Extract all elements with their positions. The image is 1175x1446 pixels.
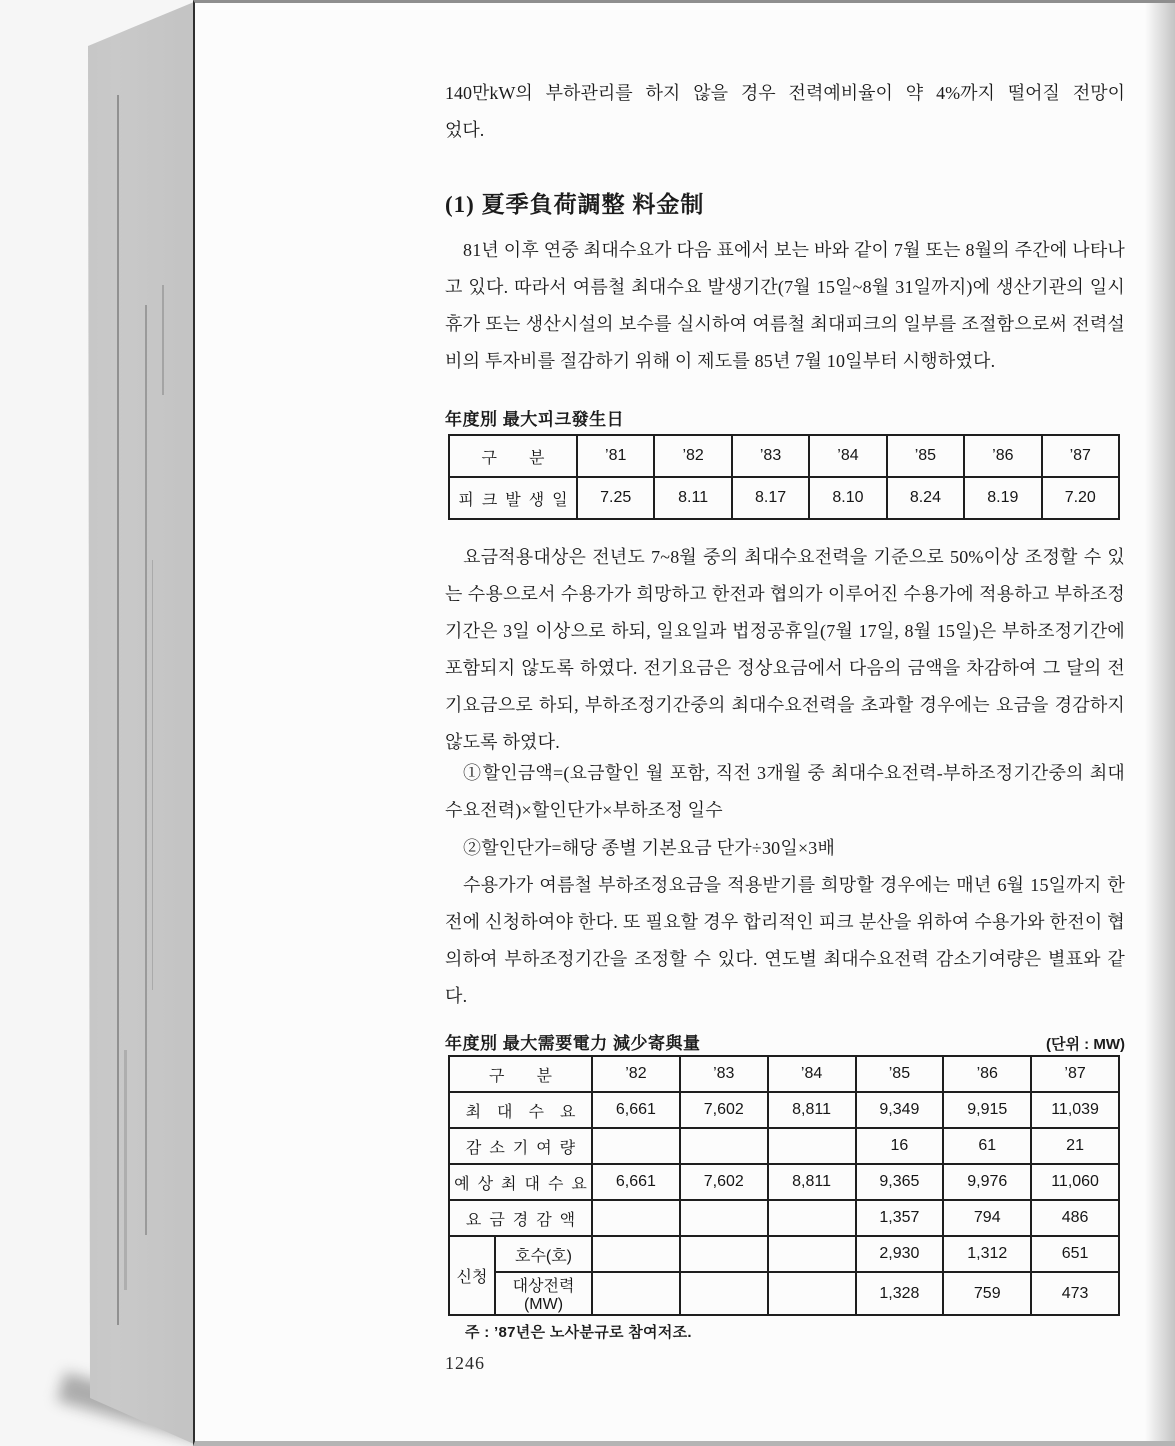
value-cell: 21 <box>1031 1128 1119 1164</box>
peak-date-table <box>448 434 1120 520</box>
value-cell: 8.11 <box>654 477 731 519</box>
value-cell: 1,328 <box>856 1272 944 1315</box>
year-header-cell: ’82 <box>592 1056 680 1092</box>
value-cell: 9,976 <box>943 1164 1031 1200</box>
value-cell: 1,357 <box>856 1200 944 1236</box>
table2-footnote: 주 : ’87년은 노사분규로 참여저조. <box>465 1324 692 1341</box>
value-cell: 8.10 <box>809 477 886 519</box>
header-label-cell: 구 분 <box>449 435 577 477</box>
year-header-cell: ’87 <box>1031 1056 1119 1092</box>
table-row-fee-reduction <box>449 1200 1119 1236</box>
paragraph-tariff: 요금적용대상은 전년도 7~8월 중의 최대수요전력을 기준으로 50%이상 조정할 수 있는 수용으로서 수용가가 희망하고 한전과 협의가 이루어진 수용가에 적용하고 부하조정기간은 3일 이상으로 하되, 일요일과 법정공휴일(7월 17일, 8월 15일)은 부하조정기간에 포함되지 않도록 하였다. 전기요금은 정상요금에서 다음의 금액을 차감하여 그 달의 전기요금으로 하되, 부하조정기간중의 최대수요전력을 초과할 경우에는 요금을 경감하지 않도록 하였다. <box>445 547 1125 752</box>
page-edge-streak <box>162 285 164 395</box>
row-label-cell: 호수(호) <box>495 1236 592 1272</box>
value-cell: 6,661 <box>592 1092 680 1128</box>
page-number: 1246 <box>445 1353 485 1373</box>
book-page-edge <box>0 0 210 1446</box>
row-label-cell: 요 금 경 감 액 <box>449 1200 592 1236</box>
value-cell <box>680 1200 768 1236</box>
table2-unit: (단위 : MW) <box>1046 1036 1125 1053</box>
table-header-row <box>449 435 1119 477</box>
demand-reduction-table <box>448 1055 1120 1316</box>
value-cell: 6,661 <box>592 1164 680 1200</box>
value-cell: 7,602 <box>680 1164 768 1200</box>
table2-caption <box>445 1029 1125 1054</box>
year-header-cell: ’87 <box>1042 435 1119 477</box>
value-cell: 8.17 <box>732 477 809 519</box>
value-cell: 11,060 <box>1031 1164 1119 1200</box>
year-header-cell: ’85 <box>887 435 964 477</box>
item-discount-unit: ②할인단가=해당 종별 기본요금 단가÷30일×3배 <box>463 838 836 858</box>
value-cell: 11,039 <box>1031 1092 1119 1128</box>
table2-wrap <box>445 1055 1125 1316</box>
value-cell: 9,365 <box>856 1164 944 1200</box>
value-cell <box>768 1272 856 1315</box>
group-label-cell: 신청 <box>449 1236 495 1315</box>
value-cell <box>680 1128 768 1164</box>
table-header-row <box>449 1056 1119 1092</box>
table-row-reduction <box>449 1128 1119 1164</box>
intro-line-1: 140만kW의 부하관리를 하지 않을 경우 전력예비율이 약 4%까지 떨어질 전망이 <box>445 83 1125 103</box>
value-cell <box>592 1272 680 1315</box>
page-edge-streak <box>124 1050 127 1290</box>
year-header-cell: ’82 <box>654 435 731 477</box>
row-label-cell: 대상전력(MW) <box>495 1272 592 1315</box>
row-label-cell: 최 대 수 요 <box>449 1092 592 1128</box>
page-edge-streak <box>152 560 153 990</box>
table-row-expected-demand <box>449 1164 1119 1200</box>
row-label-cell: 피 크 발 생 일 <box>449 477 577 519</box>
value-cell: 61 <box>943 1128 1031 1164</box>
value-cell: 7.25 <box>577 477 654 519</box>
value-cell: 9,915 <box>943 1092 1031 1128</box>
year-header-cell: ’83 <box>680 1056 768 1092</box>
table-row-max-demand <box>449 1092 1119 1128</box>
year-header-cell: ’83 <box>732 435 809 477</box>
header-label-cell: 구 분 <box>449 1056 592 1092</box>
value-cell <box>768 1236 856 1272</box>
row-label-cell: 감 소 기 여 량 <box>449 1128 592 1164</box>
year-header-cell: ’84 <box>768 1056 856 1092</box>
value-cell: 8.24 <box>887 477 964 519</box>
table-row-application-power <box>449 1272 1119 1315</box>
table1-wrap <box>445 434 1125 520</box>
value-cell: 7.20 <box>1042 477 1119 519</box>
year-header-cell: ’85 <box>856 1056 944 1092</box>
value-cell: 473 <box>1031 1272 1119 1315</box>
paragraph-application: 수용가가 여름철 부하조정요금을 적용받기를 희망할 경우에는 매년 6월 15일까지 한전에 신청하여야 한다. 또 필요할 경우 합리적인 피크 분산을 위하여 수용가와 한전이 협의하여 부하조정기간을 조정할 수 있다. 연도별 최대수요전력 감소기여량은 별표와 같다. <box>445 875 1125 1006</box>
value-cell: 9,349 <box>856 1092 944 1128</box>
intro-paragraph <box>445 75 1125 149</box>
value-cell: 8.19 <box>964 477 1041 519</box>
year-header-cell: ’81 <box>577 435 654 477</box>
value-cell: 2,930 <box>856 1236 944 1272</box>
paragraph-peak-period: 81년 이후 연중 최대수요가 다음 표에서 보는 바와 같이 7월 또는 8월의 주간에 나타나고 있다. 따라서 여름철 최대수요 발생기간(7월 15일~8월 31일까지)에 생산기관의 일시휴가 또는 생산시설의 보수를 실시하여 여름철 최대피크의 일부를 조절함으로써 전력설비의 투자비를 절감하기 위해 이 제도를 85년 7월 10일부터 시행하였다. <box>445 240 1125 371</box>
value-cell: 486 <box>1031 1200 1119 1236</box>
intro-line-2: 었다. <box>445 120 485 140</box>
item-discount-amount: ①할인금액=(요금할인 월 포함, 직전 3개월 중 최대수요전력-부하조정기간중의 최대수요전력)×할인단가×부하조정 일수 <box>445 763 1125 820</box>
year-header-cell: ’86 <box>964 435 1041 477</box>
value-cell <box>768 1200 856 1236</box>
value-cell <box>592 1128 680 1164</box>
value-cell: 8,811 <box>768 1164 856 1200</box>
year-header-cell: ’86 <box>943 1056 1031 1092</box>
value-cell: 8,811 <box>768 1092 856 1128</box>
page-edge-streak <box>117 95 119 1325</box>
table1-title: 年度別 最大피크發生日 <box>445 410 625 429</box>
value-cell <box>592 1236 680 1272</box>
value-cell <box>592 1200 680 1236</box>
value-cell: 794 <box>943 1200 1031 1236</box>
section-heading: (1) 夏季負荷調整 料金制 <box>445 192 705 217</box>
value-cell: 7,602 <box>680 1092 768 1128</box>
value-cell <box>680 1272 768 1315</box>
value-cell <box>768 1128 856 1164</box>
value-cell <box>680 1236 768 1272</box>
year-header-cell: ’84 <box>809 435 886 477</box>
table2-title: 年度別 最大需要電力 減少寄與量 <box>445 1034 701 1053</box>
page-edge-streak <box>145 305 147 1235</box>
book-page <box>193 0 1175 1446</box>
value-cell: 651 <box>1031 1236 1119 1272</box>
value-cell: 1,312 <box>943 1236 1031 1272</box>
row-label-cell: 예 상 최 대 수 요 <box>449 1164 592 1200</box>
table-row-application-count <box>449 1236 1119 1272</box>
page-right-fade <box>1145 3 1175 1441</box>
value-cell: 16 <box>856 1128 944 1164</box>
table-row <box>449 477 1119 519</box>
value-cell: 759 <box>943 1272 1031 1315</box>
